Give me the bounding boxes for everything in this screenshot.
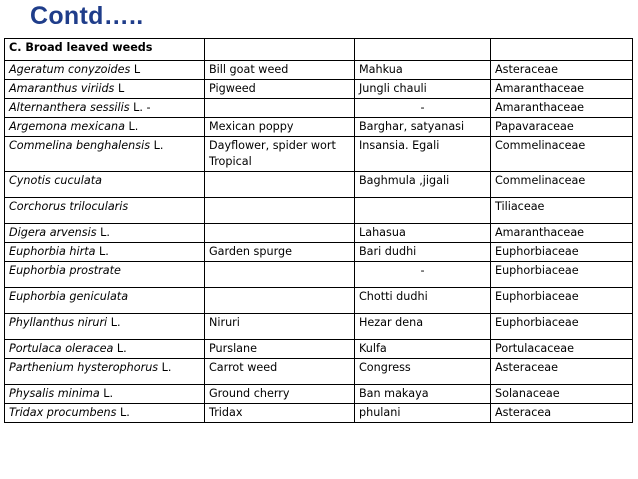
scientific-name-cell <box>5 262 205 288</box>
table-row <box>5 314 633 340</box>
scientific-name-cell <box>5 288 205 314</box>
common-name-cell <box>205 288 355 314</box>
scientific-name: Ageratum conyzoides <box>9 63 131 76</box>
table-row <box>5 340 633 359</box>
scientific-name-cell <box>5 198 205 224</box>
page-title: Contd….. <box>30 2 144 30</box>
local-name-cell: Ban makaya <box>355 385 491 404</box>
section-header: C. Broad leaved weeds <box>5 39 205 61</box>
family-cell: Amaranthaceae <box>491 99 633 118</box>
common-name-cell: Dayflower, spider wort Tropical <box>205 137 355 172</box>
table-row <box>5 198 633 224</box>
family-cell: Euphorbiaceae <box>491 314 633 340</box>
scientific-name: Phyllanthus niruri <box>9 316 108 329</box>
author-abbrev: L. <box>158 361 172 374</box>
table-row <box>5 61 633 80</box>
author-abbrev: L. - <box>129 101 151 114</box>
scientific-name-cell <box>5 118 205 137</box>
scientific-name-cell <box>5 172 205 198</box>
local-name-cell: Mahkua <box>355 61 491 80</box>
local-name-cell: Kulfa <box>355 340 491 359</box>
local-name-cell <box>355 198 491 224</box>
common-name-cell: Niruri <box>205 314 355 340</box>
empty-cell <box>491 39 633 61</box>
local-name-cell: - <box>355 99 491 118</box>
scientific-name: Physalis minima <box>9 387 100 400</box>
family-cell: Euphorbiaceae <box>491 262 633 288</box>
author-abbrev: L. <box>116 406 130 419</box>
scientific-name: Commelina benghalensis <box>9 139 151 152</box>
author-abbrev: L. <box>95 245 109 258</box>
author-abbrev: L. <box>107 316 121 329</box>
table-row <box>5 224 633 243</box>
scientific-name: Tridax procumbens <box>9 406 117 419</box>
local-name-cell: Baghmula ,jigali <box>355 172 491 198</box>
table-row <box>5 359 633 385</box>
scientific-name: Parthenium hysterophorus <box>9 361 159 374</box>
table-row <box>5 385 633 404</box>
common-name-cell: Purslane <box>205 340 355 359</box>
local-name-cell: phulani <box>355 404 491 423</box>
scientific-name-cell <box>5 61 205 80</box>
family-cell: Asteraceae <box>491 61 633 80</box>
scientific-name-cell <box>5 243 205 262</box>
family-cell: Commelinaceae <box>491 137 633 172</box>
scientific-name-cell <box>5 80 205 99</box>
table-row <box>5 99 633 118</box>
local-name-cell: Barghar, satyanasi <box>355 118 491 137</box>
common-name-cell <box>205 198 355 224</box>
family-cell: Amaranthaceae <box>491 224 633 243</box>
scientific-name-cell <box>5 385 205 404</box>
scientific-name: Euphorbia hirta <box>9 245 96 258</box>
scientific-name: Amaranthus viriids <box>9 82 115 95</box>
common-name-cell <box>205 224 355 243</box>
table-row <box>5 262 633 288</box>
family-cell: Euphorbiaceae <box>491 243 633 262</box>
family-cell: Commelinaceae <box>491 172 633 198</box>
author-abbrev: L. <box>96 226 110 239</box>
common-name-cell: Garden spurge <box>205 243 355 262</box>
author-abbrev: L. <box>150 139 164 152</box>
section-header-row <box>5 39 633 61</box>
table-row <box>5 118 633 137</box>
scientific-name: Euphorbia geniculata <box>9 290 129 303</box>
author-abbrev: L. <box>113 342 127 355</box>
empty-cell <box>355 39 491 61</box>
scientific-name-cell <box>5 99 205 118</box>
scientific-name: Digera arvensis <box>9 226 97 239</box>
author-abbrev: L <box>114 82 125 95</box>
scientific-name-cell <box>5 314 205 340</box>
table-row <box>5 172 633 198</box>
scientific-name-cell <box>5 359 205 385</box>
common-name-cell: Ground cherry <box>205 385 355 404</box>
common-name-cell: Tridax <box>205 404 355 423</box>
weeds-table <box>4 38 633 423</box>
family-cell: Papavaraceae <box>491 118 633 137</box>
scientific-name: Alternanthera sessilis <box>9 101 130 114</box>
family-cell: Euphorbiaceae <box>491 288 633 314</box>
scientific-name: Cynotis cuculata <box>9 174 102 187</box>
family-cell: Amaranthaceae <box>491 80 633 99</box>
family-cell: Solanaceae <box>491 385 633 404</box>
scientific-name: Euphorbia prostrate <box>9 264 121 277</box>
local-name-cell: Hezar dena <box>355 314 491 340</box>
scientific-name-cell <box>5 137 205 172</box>
scientific-name: Corchorus trilocularis <box>9 200 129 213</box>
scientific-name: Argemona mexicana <box>9 120 125 133</box>
family-cell: Portulacaceae <box>491 340 633 359</box>
local-name-cell: - <box>355 262 491 288</box>
common-name-cell: Mexican poppy <box>205 118 355 137</box>
scientific-name: Portulaca oleracea <box>9 342 114 355</box>
local-name-cell: Congress <box>355 359 491 385</box>
local-name-cell: Jungli chauli <box>355 80 491 99</box>
family-cell: Tiliaceae <box>491 198 633 224</box>
table-row <box>5 243 633 262</box>
table-row <box>5 404 633 423</box>
common-name-cell <box>205 99 355 118</box>
table-row <box>5 137 633 172</box>
scientific-name-cell <box>5 224 205 243</box>
local-name-cell: Lahasua <box>355 224 491 243</box>
common-name-cell <box>205 262 355 288</box>
author-abbrev: L <box>130 63 141 76</box>
scientific-name-cell <box>5 404 205 423</box>
empty-cell <box>205 39 355 61</box>
common-name-cell: Pigweed <box>205 80 355 99</box>
table-row <box>5 288 633 314</box>
author-abbrev: L. <box>124 120 139 133</box>
common-name-cell: Bill goat weed <box>205 61 355 80</box>
author-abbrev: L. <box>99 387 114 400</box>
local-name-cell: Chotti dudhi <box>355 288 491 314</box>
table-row <box>5 80 633 99</box>
common-name-cell: Carrot weed <box>205 359 355 385</box>
family-cell: Asteraceae <box>491 359 633 385</box>
common-name-cell <box>205 172 355 198</box>
local-name-cell: Insansia. Egali <box>355 137 491 172</box>
local-name-cell: Bari dudhi <box>355 243 491 262</box>
family-cell: Asteracea <box>491 404 633 423</box>
scientific-name-cell <box>5 340 205 359</box>
